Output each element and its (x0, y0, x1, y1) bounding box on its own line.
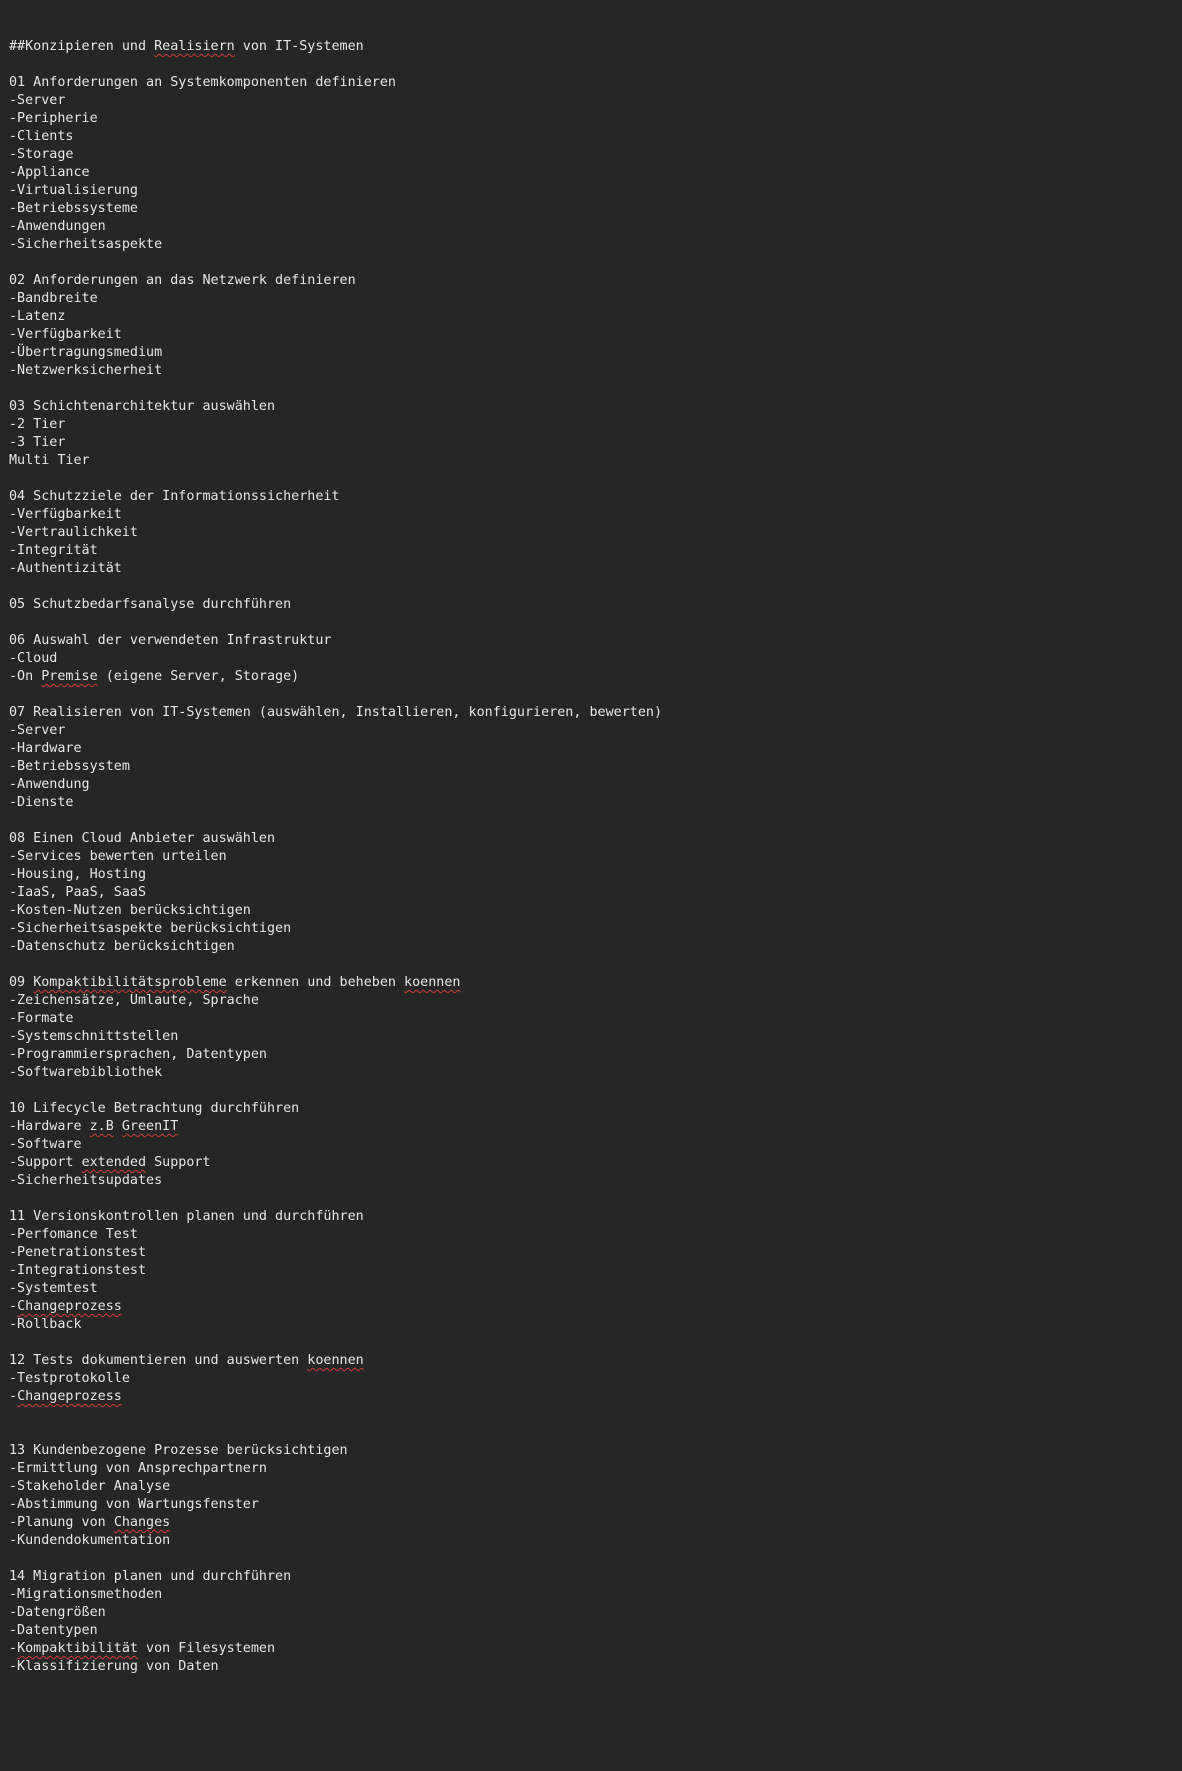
text-line (9, 218, 1169, 236)
text-line (9, 1568, 1169, 1586)
text-segment: -On (9, 669, 42, 684)
blank-line (9, 1190, 1169, 1208)
text-segment: -Penetrationstest (9, 1245, 147, 1260)
text-segment: -Systemschnittstellen (9, 1029, 179, 1044)
text-line (9, 1478, 1169, 1496)
text-line (9, 830, 1169, 848)
text-line (9, 182, 1169, 200)
text-line (9, 434, 1169, 452)
text-segment: -3 Tier (9, 435, 66, 450)
text-segment: 13 Kundenbezogene Prozesse berücksichtigen (9, 1443, 348, 1458)
misspelled-word: koennen (307, 1353, 364, 1368)
text-segment: -Klassifizierung von Daten (9, 1659, 219, 1674)
text-segment: -Übertragungsmedium (9, 345, 163, 360)
text-segment: 14 Migration planen und durchführen (9, 1569, 292, 1584)
text-segment: -Sicherheitsaspekte (9, 237, 163, 252)
text-line (9, 992, 1169, 1010)
blank-line (9, 1082, 1169, 1100)
text-segment: 04 Schutzziele der Informationssicherheit (9, 489, 340, 504)
text-segment: -Cloud (9, 651, 58, 666)
text-line (9, 236, 1169, 254)
text-line (9, 146, 1169, 164)
misspelled-word: Realisiern (154, 39, 235, 54)
misspelled-word: Kompaktibilität (17, 1641, 138, 1656)
text-segment: 08 Einen Cloud Anbieter auswählen (9, 831, 276, 846)
text-line (9, 110, 1169, 128)
text-segment: -Ermittlung von Ansprechpartnern (9, 1461, 267, 1476)
text-line (9, 326, 1169, 344)
text-line (9, 452, 1169, 470)
text-segment: erkennen und beheben (226, 975, 405, 990)
text-segment: 12 Tests dokumentieren und auswerten (9, 1353, 308, 1368)
text-segment: -Datentypen (9, 1623, 98, 1638)
blank-line (9, 686, 1169, 704)
text-line (9, 1226, 1169, 1244)
text-segment: -Virtualisierung (9, 183, 138, 198)
text-line (9, 1514, 1169, 1532)
text-line (9, 416, 1169, 434)
misspelled-word: Changeprozess (17, 1389, 122, 1404)
text-line (9, 1496, 1169, 1514)
text-line (9, 308, 1169, 326)
text-segment: 06 Auswahl der verwendeten Infrastruktur (9, 633, 332, 648)
text-editor-area[interactable] (9, 38, 1169, 1676)
text-line (9, 1622, 1169, 1640)
text-line (9, 1460, 1169, 1478)
text-segment: - (9, 1389, 18, 1404)
text-line (9, 1604, 1169, 1622)
text-segment: 01 Anforderungen an Systemkomponenten definieren (9, 75, 396, 90)
text-segment: (eigene Server, Storage) (97, 669, 300, 684)
text-segment: -Datenschutz berücksichtigen (9, 939, 235, 954)
text-line (9, 1658, 1169, 1676)
text-line (9, 1316, 1169, 1334)
text-line (9, 1532, 1169, 1550)
blank-line (9, 470, 1169, 488)
misspelled-word: z.B (89, 1119, 114, 1134)
text-segment: -Perfomance Test (9, 1227, 138, 1242)
misspelled-word: extended (81, 1155, 147, 1170)
text-segment: 11 Versionskontrollen planen und durchführen (9, 1209, 364, 1224)
text-segment: -Housing, Hosting (9, 867, 147, 882)
text-segment: von IT-Systemen (234, 39, 364, 54)
text-line (9, 344, 1169, 362)
misspelled-word: Premise (41, 669, 98, 684)
text-segment: -Planung von (9, 1515, 114, 1530)
text-line (9, 1280, 1169, 1298)
text-segment: -Betriebssysteme (9, 201, 138, 216)
text-line (9, 776, 1169, 794)
text-segment: -Netzwerksicherheit (9, 363, 163, 378)
text-line (9, 1586, 1169, 1604)
text-segment: - (9, 1641, 18, 1656)
blank-line (9, 1406, 1169, 1424)
text-segment: 02 Anforderungen an das Netzwerk definieren (9, 273, 356, 288)
text-segment: -Sicherheitsupdates (9, 1173, 163, 1188)
text-segment: -Betriebssystem (9, 759, 130, 774)
text-line (9, 1154, 1169, 1172)
text-segment: -Abstimmung von Wartungsfenster (9, 1497, 259, 1512)
text-segment: -Services bewerten urteilen (9, 849, 227, 864)
text-segment: -Bandbreite (9, 291, 98, 306)
text-segment: -Integrationstest (9, 1263, 147, 1278)
text-line (9, 1010, 1169, 1028)
text-line (9, 902, 1169, 920)
text-segment: -Hardware (9, 1119, 90, 1134)
text-segment: -Appliance (9, 165, 90, 180)
text-segment: -IaaS, PaaS, SaaS (9, 885, 147, 900)
text-segment: -Hardware (9, 741, 82, 756)
text-line (9, 1118, 1169, 1136)
text-line (9, 200, 1169, 218)
text-line (9, 938, 1169, 956)
misspelled-word: Kompaktibilitätsprobleme (33, 975, 227, 990)
text-segment: -Clients (9, 129, 74, 144)
text-segment: - (9, 1299, 18, 1314)
text-line (9, 722, 1169, 740)
text-segment: -Peripherie (9, 111, 98, 126)
text-line (9, 758, 1169, 776)
text-line (9, 1442, 1169, 1460)
text-segment: -Programmiersprachen, Datentypen (9, 1047, 267, 1062)
text-line (9, 740, 1169, 758)
text-line (9, 1388, 1169, 1406)
blank-line (9, 614, 1169, 632)
text-line (9, 884, 1169, 902)
text-line (9, 650, 1169, 668)
blank-line (9, 812, 1169, 830)
text-line (9, 866, 1169, 884)
text-line (9, 704, 1169, 722)
text-line (9, 1640, 1169, 1658)
text-segment: -Stakeholder Analyse (9, 1479, 171, 1494)
text-line (9, 1172, 1169, 1190)
text-line (9, 1298, 1169, 1316)
text-segment: -Server (9, 93, 66, 108)
blank-line (9, 254, 1169, 272)
text-line (9, 1136, 1169, 1154)
text-segment (114, 1119, 122, 1134)
text-line (9, 92, 1169, 110)
text-line (9, 1352, 1169, 1370)
text-line (9, 506, 1169, 524)
text-segment: -Latenz (9, 309, 66, 324)
text-segment: -Softwarebibliothek (9, 1065, 163, 1080)
text-segment: 03 Schichtenarchitektur auswählen (9, 399, 276, 414)
text-line (9, 560, 1169, 578)
text-segment: -Integrität (9, 543, 98, 558)
blank-line (9, 56, 1169, 74)
text-segment: -Dienste (9, 795, 74, 810)
text-segment: -Kundendokumentation (9, 1533, 171, 1548)
text-segment: -Authentizität (9, 561, 122, 576)
text-segment: 05 Schutzbedarfsanalyse durchführen (9, 597, 292, 612)
text-segment: -Anwendung (9, 777, 90, 792)
blank-line (9, 380, 1169, 398)
text-segment: 10 Lifecycle Betrachtung durchführen (9, 1101, 300, 1116)
misspelled-word: koennen (404, 975, 461, 990)
text-segment: Support (146, 1155, 211, 1170)
text-segment: -Sicherheitsaspekte berücksichtigen (9, 921, 292, 936)
text-line (9, 164, 1169, 182)
text-line (9, 848, 1169, 866)
text-segment: 07 Realisieren von IT-Systemen (auswählen, Installieren, konfigurieren, bewerten) (9, 705, 663, 720)
text-segment: -Zeichensätze, Umlaute, Sprache (9, 993, 259, 1008)
text-segment: -Systemtest (9, 1281, 98, 1296)
text-line (9, 524, 1169, 542)
text-line (9, 1244, 1169, 1262)
text-segment: -2 Tier (9, 417, 66, 432)
text-line (9, 1208, 1169, 1226)
text-segment: -Formate (9, 1011, 74, 1026)
text-line (9, 398, 1169, 416)
text-segment: ##Konzipieren und (9, 39, 155, 54)
text-segment: -Storage (9, 147, 74, 162)
blank-line (9, 1334, 1169, 1352)
text-line (9, 920, 1169, 938)
text-segment: -Software (9, 1137, 82, 1152)
text-line (9, 794, 1169, 812)
text-line (9, 74, 1169, 92)
text-segment: -Migrationsmethoden (9, 1587, 163, 1602)
text-segment: -Datengrößen (9, 1605, 106, 1620)
misspelled-word: GreenIT (121, 1119, 179, 1134)
text-segment: -Vertraulichkeit (9, 525, 138, 540)
text-segment: -Verfügbarkeit (9, 507, 122, 522)
text-segment: -Anwendungen (9, 219, 106, 234)
text-segment: von Filesystemen (138, 1641, 276, 1656)
text-line (9, 596, 1169, 614)
blank-line (9, 578, 1169, 596)
text-segment: Multi Tier (9, 453, 90, 468)
misspelled-word: Changeprozess (17, 1299, 122, 1314)
text-line (9, 974, 1169, 992)
text-line (9, 290, 1169, 308)
text-line (9, 1064, 1169, 1082)
text-line (9, 1028, 1169, 1046)
text-segment: -Support (9, 1155, 82, 1170)
misspelled-word: Changes (113, 1515, 171, 1530)
text-line (9, 1370, 1169, 1388)
blank-line (9, 1550, 1169, 1568)
text-segment: -Server (9, 723, 66, 738)
text-line (9, 128, 1169, 146)
text-line (9, 1262, 1169, 1280)
text-segment: -Kosten-Nutzen berücksichtigen (9, 903, 251, 918)
text-segment: 09 (9, 975, 34, 990)
text-line (9, 1046, 1169, 1064)
text-line (9, 272, 1169, 290)
text-line (9, 542, 1169, 560)
text-segment: -Testprotokolle (9, 1371, 130, 1386)
text-line (9, 362, 1169, 380)
text-line (9, 488, 1169, 506)
blank-line (9, 956, 1169, 974)
text-line (9, 38, 1169, 56)
blank-line (9, 1424, 1169, 1442)
text-line (9, 668, 1169, 686)
text-segment: -Verfügbarkeit (9, 327, 122, 342)
text-segment: -Rollback (9, 1317, 82, 1332)
text-line (9, 632, 1169, 650)
text-line (9, 1100, 1169, 1118)
